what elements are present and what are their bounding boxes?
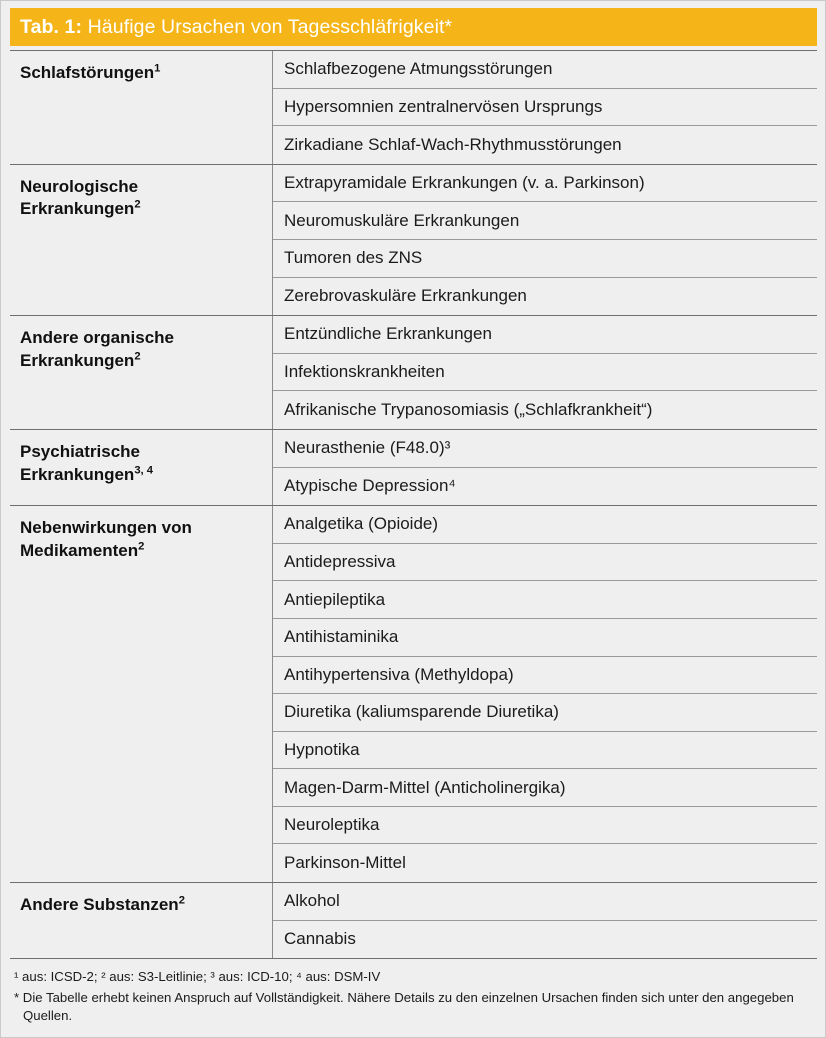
table-section xyxy=(10,506,817,883)
table-cell: Entzündliche Erkrankungen xyxy=(284,324,492,344)
table-row xyxy=(273,581,817,619)
table-section xyxy=(10,165,817,316)
table-row xyxy=(273,506,817,544)
section-label-superscript: 2 xyxy=(178,894,185,907)
table-row xyxy=(273,468,817,506)
section-label-superscript: 1 xyxy=(154,62,161,75)
table-cell: Zerebrovaskuläre Erkrankungen xyxy=(284,286,527,306)
table-section xyxy=(10,316,817,430)
table-row xyxy=(273,769,817,807)
section-label-text: Nebenwirkungen von Medikamenten xyxy=(20,518,192,560)
table-row xyxy=(273,732,817,770)
table-cell: Neuromuskuläre Erkrankungen xyxy=(284,210,520,230)
table-title: Häufige Ursachen von Tagesschläfrigkeit* xyxy=(82,15,453,38)
table-cell: Zirkadiane Schlaf-Wach-Rhythmusstörungen xyxy=(284,134,622,154)
table-cell: Tumoren des ZNS xyxy=(284,248,423,268)
table-row xyxy=(273,240,817,278)
section-rows xyxy=(273,316,817,429)
table-header-bar xyxy=(10,8,817,46)
table-cell: Diuretika (kaliumsparende Diuretika) xyxy=(284,702,559,722)
table-cell: Parkinson-Mittel xyxy=(284,853,406,873)
section-label-text: Andere Substanzen xyxy=(20,895,179,915)
section-rows xyxy=(273,430,817,505)
table-row xyxy=(273,354,817,392)
table-cell: Afrikanische Trypanosomiasis („Schlafkrankheit“) xyxy=(284,400,653,420)
table-row xyxy=(273,165,817,203)
section-label xyxy=(10,506,273,882)
section-label xyxy=(10,430,273,505)
table-cell: Neuroleptika xyxy=(284,815,380,835)
table-cell: Antihypertensiva (Methyldopa) xyxy=(284,664,514,684)
table-cell: Neurasthenie (F48.0)³ xyxy=(284,438,451,458)
section-label-superscript: 2 xyxy=(134,350,141,363)
table-row xyxy=(273,51,817,89)
table-row xyxy=(273,619,817,657)
table-number: Tab. 1: xyxy=(20,15,83,38)
table-cell: Antihistaminika xyxy=(284,627,399,647)
table-cell: Schlafbezogene Atmungsstörungen xyxy=(284,59,553,79)
table-cell: Extrapyramidale Erkrankungen (v. a. Parkinson) xyxy=(284,173,645,193)
footnote-note: * Die Tabelle erhebt keinen Anspruch auf Vollständigkeit. Nähere Details zu den einzelnen Ursachen finden sich unter den angegeben Quellen. xyxy=(14,989,794,1024)
table-cell: Hypnotika xyxy=(284,739,360,759)
section-label-text: Psychiatrische Erkrankungen xyxy=(20,441,141,484)
table-row xyxy=(273,883,817,921)
table-section xyxy=(10,430,817,506)
table-cell: Magen-Darm-Mittel (Anticholinergika) xyxy=(284,777,566,797)
table-row xyxy=(273,278,817,316)
footnotes-block xyxy=(10,959,817,1028)
section-label xyxy=(10,316,273,429)
table-row xyxy=(273,657,817,695)
table-row xyxy=(273,694,817,732)
section-rows xyxy=(273,506,817,882)
table-body xyxy=(10,50,817,959)
section-label-text: Andere organische Erkrankungen xyxy=(20,328,174,370)
table-row xyxy=(273,316,817,354)
table-cell: Analgetika (Opioide) xyxy=(284,514,439,534)
section-label xyxy=(10,883,273,958)
table-cell: Atypische Depression⁴ xyxy=(284,476,456,496)
table-row xyxy=(273,807,817,845)
table-section xyxy=(10,883,817,959)
section-label xyxy=(10,165,273,315)
footnote-sources: ¹ aus: ICSD-2; ² aus: S3-Leitlinie; ³ aus: ICD-10; ⁴ aus: DSM-IV xyxy=(14,969,381,984)
section-label-superscript: 2 xyxy=(138,540,145,553)
table-cell: Hypersomnien zentralnervösen Ursprungs xyxy=(284,96,603,116)
table-row xyxy=(273,430,817,468)
section-rows xyxy=(273,51,817,164)
section-rows xyxy=(273,883,817,958)
section-label-superscript: 3, 4 xyxy=(134,463,154,476)
table-caption xyxy=(10,16,452,39)
section-label-superscript: 2 xyxy=(134,198,141,211)
table-cell: Cannabis xyxy=(284,929,356,949)
table-cell: Infektionskrankheiten xyxy=(284,362,445,382)
table-row xyxy=(273,391,817,429)
table-row xyxy=(273,89,817,127)
section-label xyxy=(10,51,273,164)
table-row xyxy=(273,126,817,164)
table-row xyxy=(273,544,817,582)
section-rows xyxy=(273,165,817,315)
table-cell: Alkohol xyxy=(284,891,340,911)
section-label-text: Schlafstörungen xyxy=(20,63,155,82)
table-cell: Antiepileptika xyxy=(284,589,386,609)
table-cell: Antidepressiva xyxy=(284,552,396,572)
table-section xyxy=(10,50,817,165)
table-row xyxy=(273,202,817,240)
section-label-text: Neurologische Erkrankungen xyxy=(20,176,139,219)
table-row xyxy=(273,844,817,882)
table-row xyxy=(273,921,817,959)
